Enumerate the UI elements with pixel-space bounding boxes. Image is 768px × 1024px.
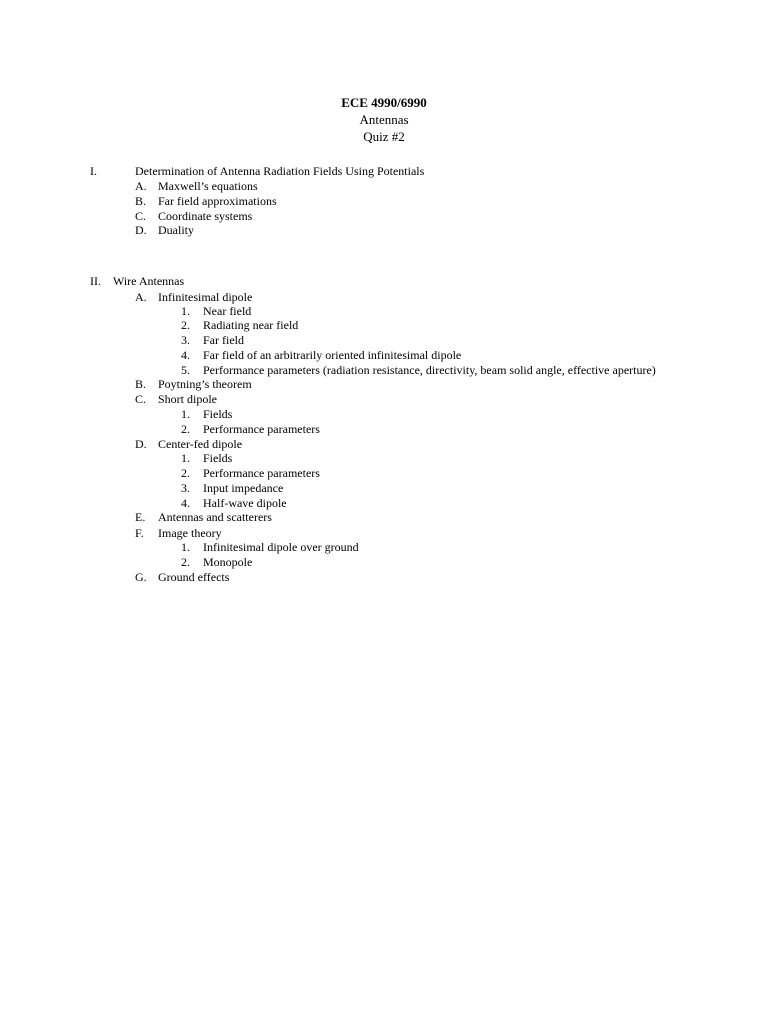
sub-item-label: 1. <box>181 540 190 554</box>
sub-item-text: Near field <box>203 304 252 318</box>
sub-item-label: 2. <box>181 422 190 436</box>
sub-item-label: 4. <box>181 496 190 510</box>
item-text: Duality <box>158 223 194 237</box>
item-label: D. <box>135 223 147 237</box>
sub-item-text: Monopole <box>203 555 253 569</box>
item-text: Coordinate systems <box>158 209 253 223</box>
sub-item-label: 2. <box>181 466 190 480</box>
item-text: Short dipole <box>158 392 217 406</box>
section-title: Determination of Antenna Radiation Fields Using Potentials <box>135 164 425 178</box>
quiz-title: Quiz #2 <box>363 129 405 144</box>
section-title: Wire Antennas <box>113 274 185 288</box>
sub-item-text: Fields <box>203 451 233 465</box>
sub-item-text: Performance parameters <box>203 466 320 480</box>
section-label: II. <box>90 274 101 288</box>
subject-title: Antennas <box>359 112 409 127</box>
sub-item-label: 2. <box>181 555 190 569</box>
sub-item-text: Performance parameters (radiation resistance, directivity, beam solid angle, effective aperture) <box>203 363 656 377</box>
sub-item-label: 1. <box>181 304 190 318</box>
item-label: A. <box>135 290 147 304</box>
item-label: B. <box>135 194 147 208</box>
sub-item-label: 3. <box>181 481 190 495</box>
sub-item-text: Input impedance <box>203 481 284 495</box>
sub-item-text: Performance parameters <box>203 422 320 436</box>
sub-item-label: 2. <box>181 318 190 332</box>
item-label: D. <box>135 437 147 451</box>
sub-item-label: 1. <box>181 407 190 421</box>
document-header <box>0 94 768 145</box>
item-label: G. <box>135 570 147 584</box>
item-text: Infinitesimal dipole <box>158 290 253 304</box>
sub-item-text: Fields <box>203 407 233 421</box>
sub-item-label: 5. <box>181 363 190 377</box>
section-label: I. <box>90 164 97 178</box>
sub-item-text: Far field <box>203 333 244 347</box>
item-label: C. <box>135 209 147 223</box>
item-text: Ground effects <box>158 570 230 584</box>
sub-item-label: 3. <box>181 333 190 347</box>
sub-item-label: 4. <box>181 348 190 362</box>
sub-item-text: Radiating near field <box>203 318 299 332</box>
item-label: F. <box>135 526 144 540</box>
item-label: C. <box>135 392 147 406</box>
item-text: Poytning’s theorem <box>158 377 252 391</box>
item-text: Far field approximations <box>158 194 277 208</box>
item-text: Antennas and scatterers <box>158 510 272 524</box>
item-label: E. <box>135 510 146 524</box>
item-text: Center-fed dipole <box>158 437 243 451</box>
sub-item-text: Half-wave dipole <box>203 496 287 510</box>
sub-item-text: Far field of an arbitrarily oriented infinitesimal dipole <box>203 348 462 362</box>
item-label: B. <box>135 377 147 391</box>
course-title: ECE 4990/6990 <box>341 95 427 110</box>
item-text: Image theory <box>158 526 222 540</box>
sub-item-label: 1. <box>181 451 190 465</box>
sub-item-text: Infinitesimal dipole over ground <box>203 540 359 554</box>
item-label: A. <box>135 179 147 193</box>
item-text: Maxwell’s equations <box>158 179 258 193</box>
